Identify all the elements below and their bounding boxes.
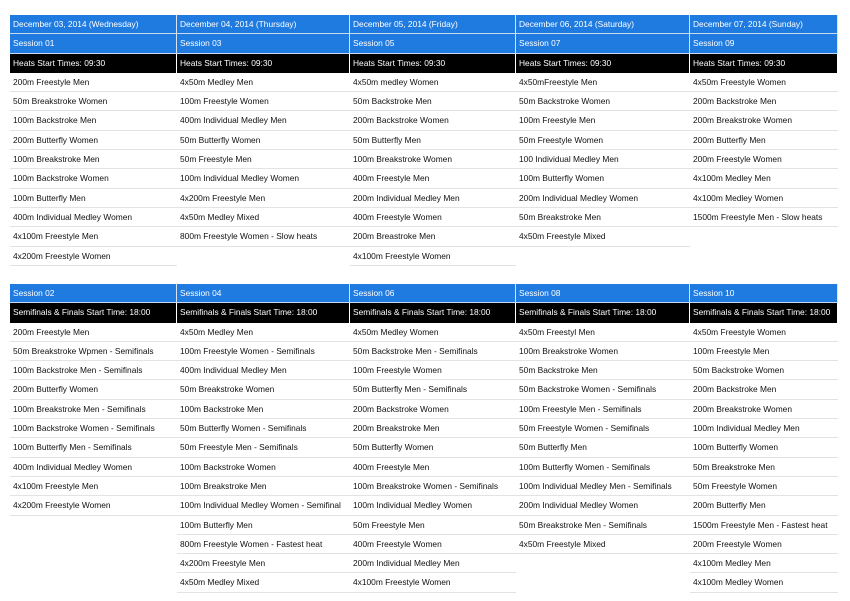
event-row: 100m Freestyle Women [177, 92, 350, 111]
event-row: 50m Butterfly Women - Semifinals [177, 419, 350, 438]
event-row: 50m Butterfly Women [177, 131, 350, 150]
event-row: 200m Breakstroke Men [350, 419, 516, 438]
event-row: 50m Backstroke Women [690, 361, 838, 380]
event-row: 100m Individual Medley Women - Semifinal [177, 496, 350, 515]
event-row: 4x50m Medley Men [177, 323, 350, 342]
date-header: December 03, 2014 (Wednesday) [10, 15, 177, 34]
session-header: Session 06 [350, 284, 516, 303]
event-row: 200m Backstroke Women [350, 111, 516, 130]
session-header: Session 02 [10, 284, 177, 303]
event-row: 100m Breakstroke Women - Semifinals [350, 477, 516, 496]
event-row: 100m Butterfly Men [177, 516, 350, 535]
event-row: 50m Breakstroke Women [177, 380, 350, 399]
event-row: 800m Freestyle Women - Slow heats [177, 227, 350, 246]
start-time-header: Heats Start Times: 09:30 [516, 54, 690, 73]
event-row: 50m Butterfly Women [350, 438, 516, 457]
event-row: 400m Freestyle Women [350, 208, 516, 227]
event-row: 4x50m Medley Mixed [177, 208, 350, 227]
event-row: 50m Breakstroke Men [690, 458, 838, 477]
event-row: 1500m Freestyle Men - Fastest heat [690, 516, 838, 535]
event-row: 100m Butterfly Men [10, 189, 177, 208]
event-row: 100m Individual Medley Women [350, 496, 516, 515]
session-column-06 [350, 284, 516, 593]
event-row: 50m Backstroke Women [516, 92, 690, 111]
event-row: 200m Backstroke Men [690, 380, 838, 399]
start-time-header: Heats Start Times: 09:30 [10, 54, 177, 73]
event-row: 4x50m medley Women [350, 73, 516, 92]
start-time-header: Semifinals & Finals Start Time: 18:00 [10, 303, 177, 322]
event-row: 4x50m Freestyle Women [690, 73, 838, 92]
event-row: 100m Backstroke Men [177, 400, 350, 419]
day-column-dec-07 [690, 15, 838, 266]
event-row: 50m Freestyle Women [690, 477, 838, 496]
event-row: 100m Freestyle Men [690, 342, 838, 361]
day-column-dec-04 [177, 15, 350, 266]
event-row: 4x100m Medley Women [690, 189, 838, 208]
event-row: 50m Freestyle Women [516, 131, 690, 150]
event-row: 200m Backstroke Women [350, 400, 516, 419]
event-row: 4x100m Medley Men [690, 169, 838, 188]
event-row: 4x200m Freestyle Women [10, 247, 177, 266]
event-row: 800m Freestyle Women - Fastest heat [177, 535, 350, 554]
event-row: 400m Freestyle Women [350, 535, 516, 554]
event-row: 200m Butterfly Men [690, 131, 838, 150]
start-time-header: Semifinals & Finals Start Time: 18:00 [177, 303, 350, 322]
event-row: 4x200m Freestyle Women [10, 496, 177, 515]
event-row: 200m Butterfly Women [10, 380, 177, 399]
event-row: 50m Butterfly Men [516, 438, 690, 457]
event-row: 200m Freestyle Men [10, 73, 177, 92]
event-row: 4x200m Freestyle Men [177, 189, 350, 208]
event-row: 4x100m Medley Women [690, 573, 838, 592]
event-row: 100m Breakstroke Men [177, 477, 350, 496]
event-row: 4x50mFreestyle Men [516, 73, 690, 92]
date-header: December 06, 2014 (Saturday) [516, 15, 690, 34]
event-row: 400m Individual Medley Men [177, 111, 350, 130]
event-row: 4x200m Freestyle Men [177, 554, 350, 573]
event-row: 50m Backstroke Women - Semifinals [516, 380, 690, 399]
event-row: 4x100m Freestyle Women [350, 573, 516, 592]
heats-schedule-table [10, 15, 838, 266]
event-row: 100m Butterfly Women [690, 438, 838, 457]
event-row: 4x100m Medley Men [690, 554, 838, 573]
event-row: 100m Butterfly Men - Semifinals [10, 438, 177, 457]
event-row: 100m Backstroke Women - Semifinals [10, 419, 177, 438]
event-row: 50m Breakstroke Women [10, 92, 177, 111]
event-row: 200m Freestyle Women [690, 150, 838, 169]
event-row: 100m Freestyle Men - Semifinals [516, 400, 690, 419]
event-row: 4x100m Freestyle Men [10, 477, 177, 496]
event-row: 400m Individual Medley Men [177, 361, 350, 380]
event-row: 400m Freestyle Men [350, 169, 516, 188]
event-row: 4x50m Medley Women [350, 323, 516, 342]
event-row: 100 Individual Medley Men [516, 150, 690, 169]
event-row: 4x100m Freestyle Women [350, 247, 516, 266]
event-row: 400m Individual Medley Women [10, 458, 177, 477]
event-row: 400m Freestyle Men [350, 458, 516, 477]
event-row: 200m Butterfly Men [690, 496, 838, 515]
session-header: Session 08 [516, 284, 690, 303]
event-row: 4x100m Freestyle Men [10, 227, 177, 246]
event-row: 400m Individual Medley Women [10, 208, 177, 227]
date-header: December 05, 2014 (Friday) [350, 15, 516, 34]
event-row: 50m Freestyle Men [350, 516, 516, 535]
session-header: Session 09 [690, 34, 838, 53]
event-row: 50m Backstroke Men [350, 92, 516, 111]
start-time-header: Semifinals & Finals Start Time: 18:00 [516, 303, 690, 322]
event-row: 200m Individual Medley Men [350, 554, 516, 573]
event-row: 200m Butterfly Women [10, 131, 177, 150]
event-row: 50m Freestyle Men - Semifinals [177, 438, 350, 457]
event-row: 50m Freestyle Women - Semifinals [516, 419, 690, 438]
day-column-dec-06 [516, 15, 690, 266]
event-row: 100m Backstroke Women [177, 458, 350, 477]
event-row: 100m Freestyle Men [516, 111, 690, 130]
event-row: 100m Breakstroke Men [10, 150, 177, 169]
event-row: 200m Breakstroke Women [690, 400, 838, 419]
event-row: 50m Breakstroke Men - Semifinals [516, 516, 690, 535]
day-column-dec-05 [350, 15, 516, 266]
event-row: 100m Backstroke Men [10, 111, 177, 130]
session-column-10 [690, 284, 838, 593]
event-row: 100m Freestyle Women [350, 361, 516, 380]
session-header: Session 07 [516, 34, 690, 53]
event-row: 50m Butterfly Men - Semifinals [350, 380, 516, 399]
event-row: 200m Breakstroke Women [690, 111, 838, 130]
event-row: 50m Freestyle Men [177, 150, 350, 169]
start-time-header: Semifinals & Finals Start Time: 18:00 [690, 303, 838, 322]
date-header: December 07, 2014 (Sunday) [690, 15, 838, 34]
event-row: 200m Individual Medley Women [516, 496, 690, 515]
event-row: 100m Breakstroke Women [516, 342, 690, 361]
event-row: 100m Breakstroke Men - Semifinals [10, 400, 177, 419]
session-column-02 [10, 284, 177, 593]
event-row: 100m Backstroke Women [10, 169, 177, 188]
day-column-dec-03 [10, 15, 177, 266]
event-row: 50m Breakstroke Wpmen - Semifinals [10, 342, 177, 361]
event-row: 200m Individual Medley Women [516, 189, 690, 208]
event-row: 100m Butterfly Women [516, 169, 690, 188]
start-time-header: Semifinals & Finals Start Time: 18:00 [350, 303, 516, 322]
event-row: 100m Individual Medley Men [690, 419, 838, 438]
event-row: 4x50m Medley Mixed [177, 573, 350, 592]
event-row: 200m Individual Medley Men [350, 189, 516, 208]
event-row: 100m Butterfly Women - Semifinals [516, 458, 690, 477]
event-row: 100m Breakstroke Women [350, 150, 516, 169]
start-time-header: Heats Start Times: 09:30 [690, 54, 838, 73]
event-row: 4x50m Freestyle Mixed [516, 227, 690, 246]
event-row: 4x50m Medley Men [177, 73, 350, 92]
start-time-header: Heats Start Times: 09:30 [177, 54, 350, 73]
session-header: Session 04 [177, 284, 350, 303]
event-row: 1500m Freestyle Men - Slow heats [690, 208, 838, 227]
session-header: Session 05 [350, 34, 516, 53]
event-row: 50m Butterfly Men [350, 131, 516, 150]
event-row: 4x50m Freestyl Men [516, 323, 690, 342]
start-time-header: Heats Start Times: 09:30 [350, 54, 516, 73]
event-row: 100m Individual Medley Men - Semifinals [516, 477, 690, 496]
session-header: Session 10 [690, 284, 838, 303]
event-row: 50m Backstroke Men [516, 361, 690, 380]
event-row: 100m Freestyle Women - Semifinals [177, 342, 350, 361]
event-row: 50m Backstroke Men - Semifinals [350, 342, 516, 361]
event-row: 100m Backstroke Men - Semifinals [10, 361, 177, 380]
event-row: 4x50m Freestyle Women [690, 323, 838, 342]
event-row: 200m Backstroke Men [690, 92, 838, 111]
date-header: December 04, 2014 (Thursday) [177, 15, 350, 34]
event-row: 200m Breastroke Men [350, 227, 516, 246]
event-row: 200m Freestyle Women [690, 535, 838, 554]
session-column-04 [177, 284, 350, 593]
session-header: Session 01 [10, 34, 177, 53]
session-column-08 [516, 284, 690, 593]
event-row: 100m Individual Medley Women [177, 169, 350, 188]
event-row: 50m Breakstroke Men [516, 208, 690, 227]
session-header: Session 03 [177, 34, 350, 53]
event-row: 4x50m Freestyle Mixed [516, 535, 690, 554]
event-row: 200m Freestyle Men [10, 323, 177, 342]
finals-schedule-table [10, 284, 838, 593]
